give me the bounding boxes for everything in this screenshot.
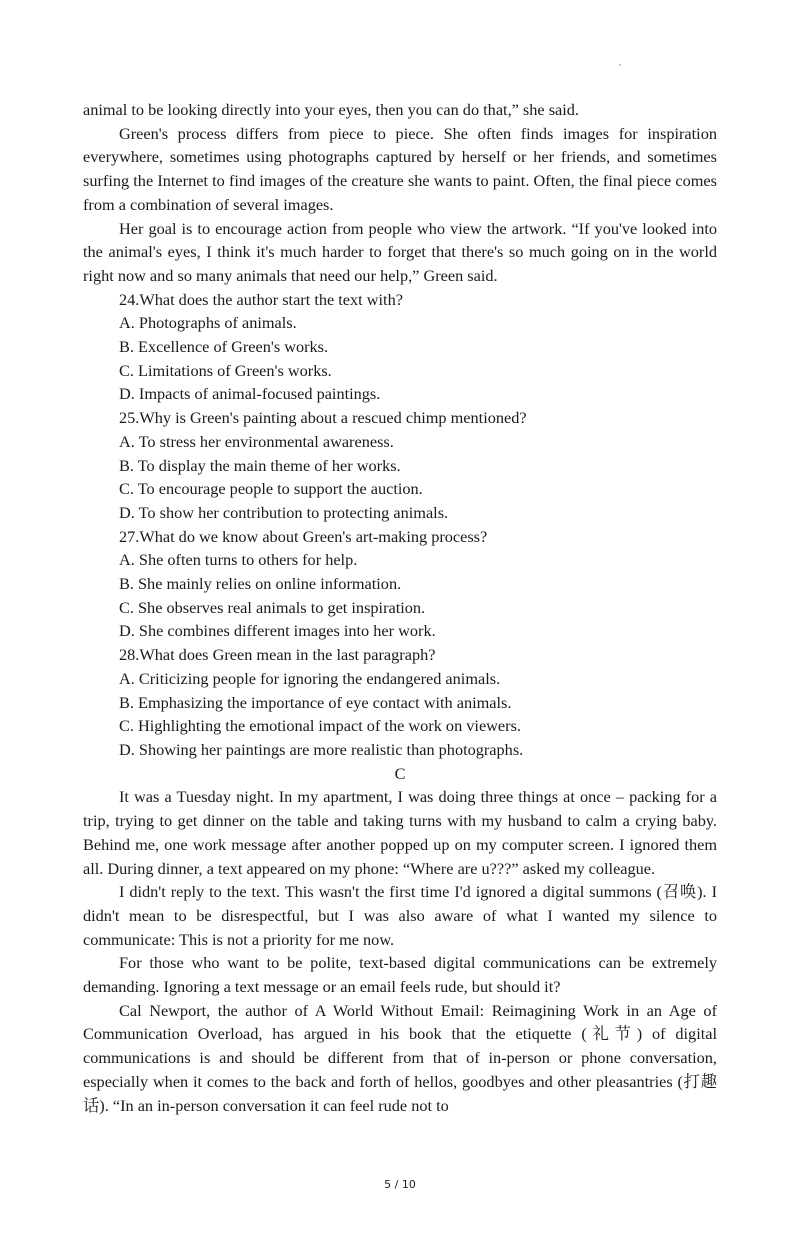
option: D. She combines different images into her work. — [119, 621, 436, 641]
option: A. She often turns to others for help. — [119, 550, 358, 570]
paragraph: animal to be looking directly into your eyes, then you can do that,” she said. — [83, 100, 580, 119]
paragraph: Green's process differs from piece to piece. She often finds images for inspiration everywhere, sometimes using photographs captured by herself or her friends, and sometimes surfing the Internet to find images of the creature she wants to paint. Often, the final piece comes from a combination of several images. — [83, 123, 717, 214]
question-25 — [83, 406, 717, 525]
paragraph: For those who want to be polite, text-based digital communications can be extremely demanding. Ignoring a text message or an email feels rude, but should it? — [83, 953, 717, 997]
option: C. Highlighting the emotional impact of the work on viewers. — [119, 716, 521, 736]
question-24 — [83, 288, 717, 407]
option: A. Criticizing people for ignoring the endangered animals. — [119, 668, 501, 688]
question-stem: 24.What does the author start the text with? — [119, 289, 403, 309]
paragraph: Cal Newport, the author of A World Without Email: Reimagining Work in an Age of Communication Overload, has argued in his book that the etiquette (礼节) of digital communications is and should be different from that of in-person or phone conversation, especially when it comes to the back and forth of hellos, goodbyes and other pleasantries (打趣话). “In an in-person conversation it can feel rude not to — [83, 1000, 717, 1115]
paragraph: Her goal is to encourage action from people who view the artwork. “If you've looked into the animal's eyes, I think it's much harder to forget that there's so much going on in the world right now and so many animals that need our help,” Green said. — [83, 218, 717, 285]
option: B. She mainly relies on online information. — [119, 574, 402, 594]
option: C. She observes real animals to get inspiration. — [119, 597, 426, 617]
document-page — [83, 98, 717, 1117]
question-28 — [83, 643, 717, 762]
option: A. Photographs of animals. — [119, 313, 297, 333]
option: B. To display the main theme of her works. — [119, 455, 401, 475]
scan-artifact — [619, 64, 621, 66]
question-stem: 25.Why is Green's painting about a rescued chimp mentioned? — [119, 408, 527, 428]
question-stem: 27.What do we know about Green's art-making process? — [119, 526, 488, 546]
section-heading: C — [394, 763, 406, 783]
question-27 — [83, 525, 717, 644]
option: D. Showing her paintings are more realistic than photographs. — [119, 739, 524, 759]
option: B. Excellence of Green's works. — [119, 337, 329, 357]
option: C. To encourage people to support the auction. — [119, 479, 423, 499]
option: D. Impacts of animal-focused paintings. — [119, 384, 381, 404]
paragraph: I didn't reply to the text. This wasn't the first time I'd ignored a digital summons (召唤). I didn't mean to be disrespectful, but I was also aware of what I wanted my silence to communicate: This is not a priority for me now. — [83, 882, 717, 949]
option: B. Emphasizing the importance of eye contact with animals. — [119, 692, 512, 712]
option: D. To show her contribution to protecting animals. — [119, 502, 449, 522]
question-stem: 28.What does Green mean in the last paragraph? — [119, 645, 436, 665]
option: A. To stress her environmental awareness. — [119, 431, 394, 451]
page-number: 5 / 10 — [384, 1178, 416, 1191]
paragraph: It was a Tuesday night. In my apartment, I was doing three things at once – packing for a trip, trying to get dinner on the table and taking turns with my husband to calm a crying baby. Behind me, one work message after another popped up on my computer screen. I ignored them all. During dinner, a text appeared on my phone: “Where are u???” asked my colleague. — [83, 787, 717, 878]
option: C. Limitations of Green's works. — [119, 360, 332, 380]
